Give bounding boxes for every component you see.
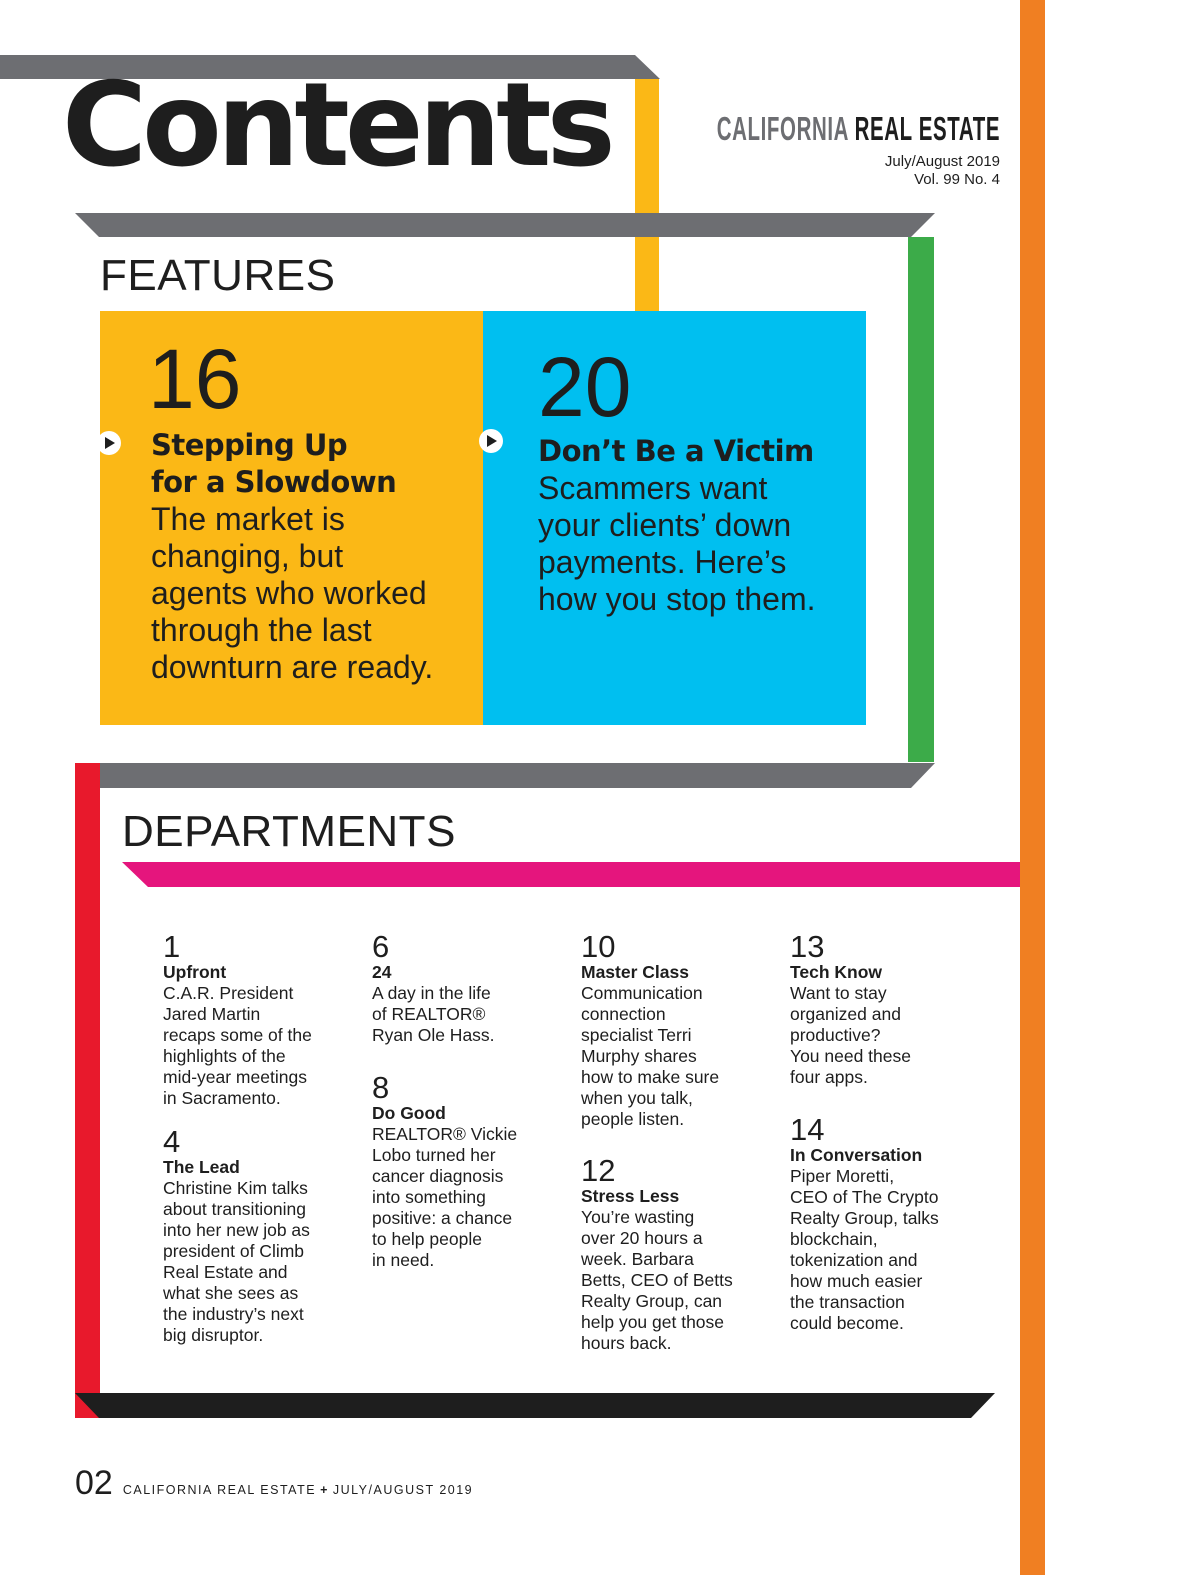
- department-page-number: 4: [163, 1124, 181, 1159]
- feature-desc-line: through the last: [151, 612, 372, 648]
- department-desc-line: how to make sure: [581, 1067, 720, 1087]
- masthead-name: [717, 112, 1000, 145]
- department-title: Stress Less: [581, 1186, 680, 1206]
- features-heading: FEATURES: [100, 251, 336, 300]
- green-frame-bar: [908, 237, 934, 762]
- department-desc-line: A day in the life: [372, 983, 491, 1003]
- department-desc-line: help you get those: [581, 1312, 725, 1332]
- department-desc-line: about transitioning: [163, 1199, 307, 1219]
- department-desc-line: highlights of the: [163, 1046, 286, 1066]
- department-desc-line: when you talk,: [581, 1088, 693, 1108]
- magenta-frame-bar: [122, 862, 1020, 887]
- department-page-number: 8: [372, 1070, 390, 1105]
- department-desc-line: could become.: [790, 1313, 904, 1333]
- feature-page-number: 20: [538, 340, 632, 434]
- feature-desc-line: your clients’ down: [538, 507, 792, 543]
- feature-card-16[interactable]: [100, 311, 483, 725]
- department-desc-line: president of Climb: [163, 1241, 305, 1261]
- orange-frame-bar: [1020, 0, 1045, 1575]
- department-title: Do Good: [372, 1103, 446, 1123]
- red-frame-bar: [75, 763, 100, 1418]
- department-item-13[interactable]: [790, 929, 960, 1088]
- department-desc-line: productive?: [790, 1025, 881, 1045]
- feature-desc-line: downturn are ready.: [151, 649, 434, 685]
- department-desc-line: Murphy shares: [581, 1046, 697, 1066]
- department-desc-line: Want to stay: [790, 983, 887, 1003]
- feature-title-line: for a Slowdown: [151, 465, 397, 499]
- department-item-6[interactable]: [372, 929, 542, 1046]
- footer-folio: [75, 1466, 473, 1500]
- department-desc-line: Betts, CEO of Betts: [581, 1270, 733, 1290]
- masthead: [543, 112, 1000, 189]
- folio-publication: CALIFORNIA REAL ESTATE: [122, 1483, 317, 1497]
- department-item-12[interactable]: [581, 1153, 751, 1354]
- department-title: Master Class: [581, 962, 689, 982]
- department-title: In Conversation: [790, 1145, 923, 1165]
- department-desc-line: cancer diagnosis: [372, 1166, 504, 1186]
- issue-date: July/August 2019: [884, 153, 1000, 170]
- department-title: Tech Know: [790, 962, 883, 982]
- department-desc-line: Christine Kim talks: [163, 1178, 308, 1198]
- masthead-name-part1: CALIFORNIA: [716, 110, 849, 147]
- department-desc-line: C.A.R. President: [163, 983, 294, 1003]
- department-title: 24: [372, 962, 392, 982]
- departments-heading: DEPARTMENTS: [122, 807, 456, 856]
- department-desc-line: in need.: [372, 1250, 435, 1270]
- department-desc-line: CEO of The Crypto: [790, 1187, 939, 1207]
- department-desc-line: Lobo turned her: [372, 1145, 496, 1165]
- feature-card-20[interactable]: [483, 311, 866, 725]
- department-desc-line: what she sees as: [163, 1283, 299, 1303]
- department-desc-line: four apps.: [790, 1067, 868, 1087]
- feature-desc-line: The market is: [151, 501, 345, 537]
- department-item-14[interactable]: [790, 1112, 960, 1334]
- department-item-1[interactable]: [163, 929, 333, 1109]
- folio-separator: +: [320, 1483, 329, 1497]
- feature-desc-line: changing, but: [151, 538, 344, 574]
- department-desc-line: how much easier: [790, 1271, 923, 1291]
- department-desc-line: positive: a chance: [372, 1208, 513, 1228]
- department-desc-line: over 20 hours a: [581, 1228, 703, 1248]
- department-desc-line: into her new job as: [163, 1220, 310, 1240]
- play-arrow-icon: [478, 428, 504, 454]
- masthead-name-part2: REAL ESTATE: [854, 110, 1000, 147]
- volume-number: Vol. 99 No. 4: [914, 171, 1000, 188]
- folio-page-number: 02: [75, 1464, 113, 1502]
- department-page-number: 12: [581, 1153, 616, 1188]
- department-desc-line: week. Barbara: [581, 1249, 694, 1269]
- feature-title-line: Stepping Up: [151, 428, 348, 462]
- department-desc-line: tokenization and: [790, 1250, 918, 1270]
- department-page-number: 6: [372, 929, 390, 964]
- department-desc-line: mid-year meetings: [163, 1067, 307, 1087]
- department-desc-line: people listen.: [581, 1109, 685, 1129]
- department-desc-line: REALTOR® Vickie: [372, 1124, 518, 1144]
- department-page-number: 1: [163, 929, 181, 964]
- department-desc-line: blockchain,: [790, 1229, 878, 1249]
- feature-desc-line: Scammers want: [538, 470, 768, 506]
- department-desc-line: of REALTOR®: [372, 1004, 486, 1024]
- department-item-8[interactable]: [372, 1070, 542, 1271]
- department-page-number: 14: [790, 1112, 825, 1147]
- department-desc-line: Communication: [581, 983, 703, 1003]
- grey-frame-bar-departments: [75, 763, 935, 788]
- department-desc-line: in Sacramento.: [163, 1088, 281, 1108]
- department-desc-line: Realty Group, talks: [790, 1208, 939, 1228]
- department-desc-line: Ryan Ole Hass.: [372, 1025, 495, 1045]
- department-title: The Lead: [163, 1157, 240, 1177]
- feature-page-number: 16: [148, 332, 242, 426]
- feature-text: [538, 433, 858, 618]
- department-desc-line: Real Estate and: [163, 1262, 288, 1282]
- feature-text: [151, 427, 471, 686]
- grey-frame-bar-features: [75, 213, 935, 237]
- department-desc-line: You’re wasting: [581, 1207, 695, 1227]
- department-desc-line: the industry’s next: [163, 1304, 304, 1324]
- department-desc-line: organized and: [790, 1004, 901, 1024]
- folio-publication-line: [123, 1483, 473, 1497]
- department-desc-line: specialist Terri: [581, 1025, 692, 1045]
- department-desc-line: You need these: [790, 1046, 911, 1066]
- folio-issue: JULY/AUGUST 2019: [332, 1483, 474, 1497]
- page-title: Contents: [62, 58, 611, 193]
- department-desc-line: into something: [372, 1187, 486, 1207]
- department-desc-line: hours back.: [581, 1333, 672, 1353]
- black-frame-bar: [75, 1393, 995, 1418]
- feature-title-line: Don’t Be a Victim: [538, 434, 814, 468]
- play-arrow-icon: [96, 430, 122, 456]
- feature-desc-line: how you stop them.: [538, 581, 816, 617]
- department-desc-line: recaps some of the: [163, 1025, 312, 1045]
- department-desc-line: connection: [581, 1004, 666, 1024]
- department-page-number: 10: [581, 929, 616, 964]
- department-title: Upfront: [163, 962, 227, 982]
- department-desc-line: the transaction: [790, 1292, 905, 1312]
- department-desc-line: Realty Group, can: [581, 1291, 723, 1311]
- feature-desc-line: agents who worked: [151, 575, 427, 611]
- department-desc-line: to help people: [372, 1229, 482, 1249]
- department-desc-line: big disruptor.: [163, 1325, 264, 1345]
- department-desc-line: Jared Martin: [163, 1004, 261, 1024]
- department-item-10[interactable]: [581, 929, 751, 1130]
- feature-desc-line: payments. Here’s: [538, 544, 787, 580]
- department-page-number: 13: [790, 929, 825, 964]
- department-item-4[interactable]: [163, 1124, 333, 1346]
- department-desc-line: Piper Moretti,: [790, 1166, 895, 1186]
